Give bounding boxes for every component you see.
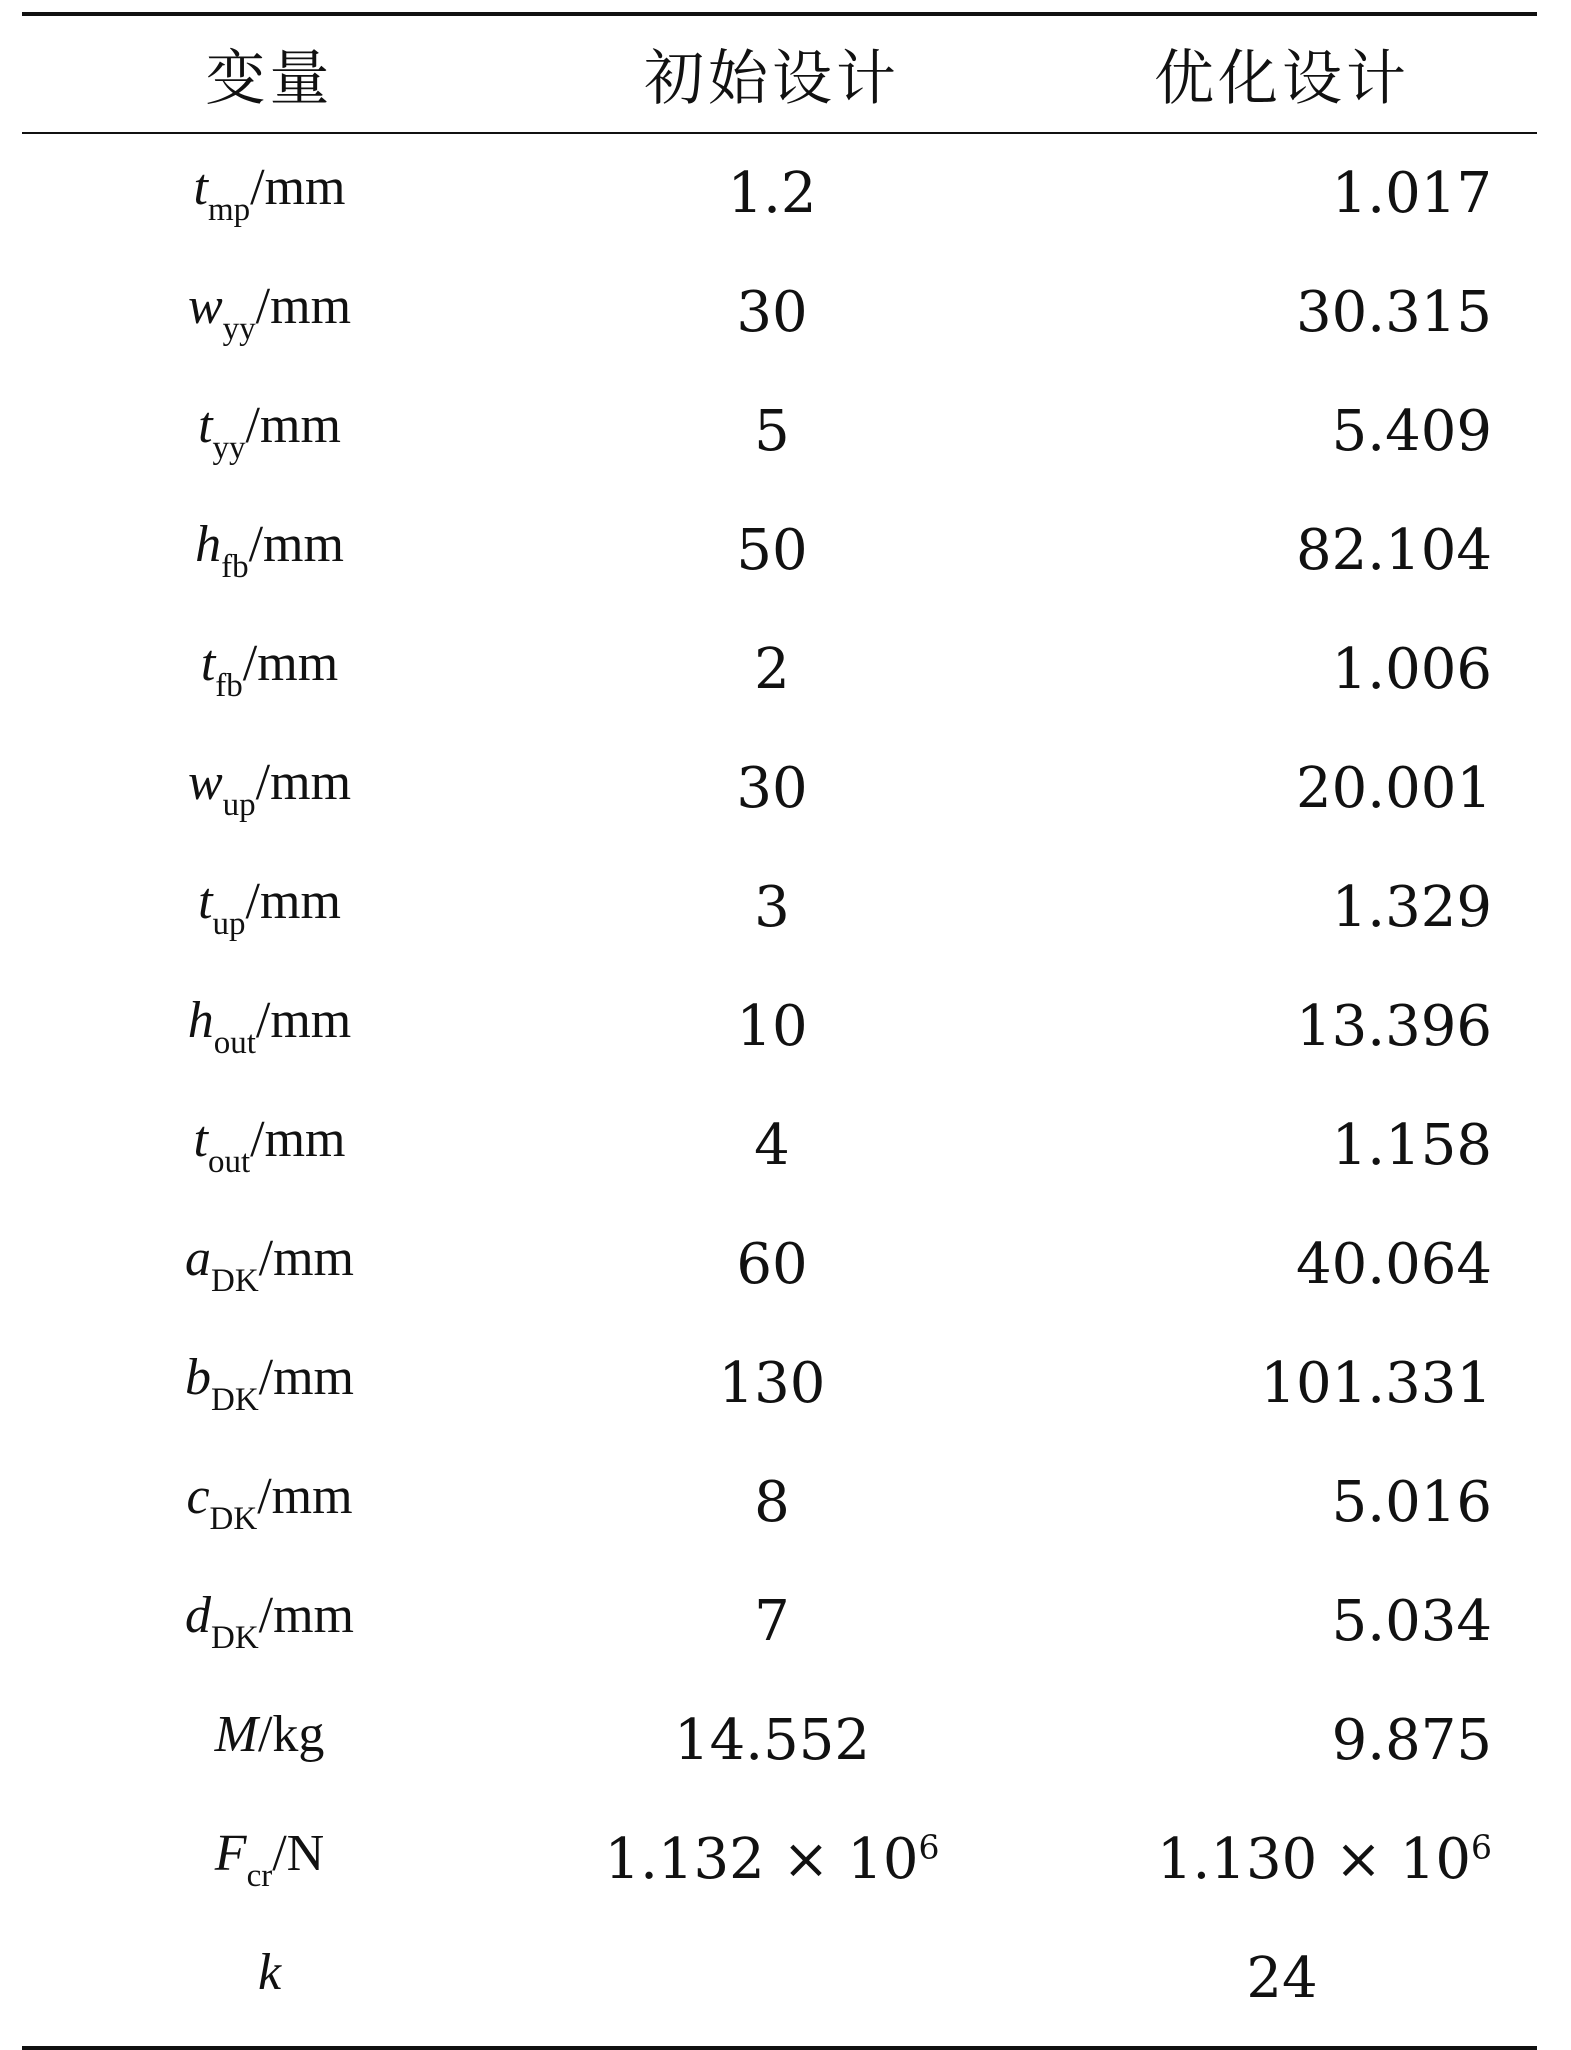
table-row [22, 372, 1537, 491]
table-row [22, 1324, 1537, 1443]
optimized-value: 1.017 [1331, 161, 1492, 226]
variable-label: $t_{yy}/mm$ [198, 397, 341, 466]
initial-value: 2 [754, 637, 790, 702]
initial-value: 30 [736, 756, 808, 821]
optimized-value: 82.104 [1296, 518, 1492, 583]
optimized-value: 30.315 [1296, 280, 1492, 345]
variable-label: $d_{DK}/mm$ [184, 1587, 354, 1656]
table-row [22, 134, 1537, 253]
variable-label: $h_{fb}/mm$ [195, 516, 344, 585]
header-optimized-design: 优化设计 [1154, 44, 1410, 114]
initial-value: 50 [736, 518, 808, 583]
initial-value: $1.132 \times 10^6$ [604, 1827, 940, 1892]
bottom-rule [22, 2046, 1537, 2050]
optimized-value: 1.158 [1331, 1113, 1492, 1178]
optimized-value: 20.001 [1296, 756, 1492, 821]
initial-value: 130 [718, 1351, 826, 1416]
initial-value: 30 [736, 280, 808, 345]
table-row [22, 1443, 1537, 1562]
table-row [22, 967, 1537, 1086]
variable-label: $b_{DK}/mm$ [184, 1349, 354, 1418]
initial-value: 3 [754, 875, 790, 940]
table-row [22, 1681, 1537, 1800]
variable-label: $a_{DK}/mm$ [184, 1230, 354, 1299]
table-row [22, 491, 1537, 610]
optimized-value: 5.034 [1331, 1589, 1492, 1654]
initial-exponent: 6 [918, 1827, 940, 1867]
initial-value: 5 [754, 399, 790, 464]
table-body [22, 134, 1537, 2046]
table-row [22, 253, 1537, 372]
table-row [22, 610, 1537, 729]
table-row [22, 1086, 1537, 1205]
variable-label: M/kg [214, 1706, 325, 1763]
initial-value: 10 [736, 994, 808, 1059]
initial-value: 8 [754, 1470, 790, 1535]
optimized-value: 1.329 [1331, 875, 1492, 940]
data-table [22, 12, 1537, 2050]
header-variable: 变量 [205, 44, 334, 114]
variable-label: $w_{up}/mm$ [187, 754, 352, 823]
variable-label: $t_{fb}/mm$ [200, 635, 339, 704]
optimized-value: 40.064 [1296, 1232, 1492, 1297]
optimized-value: 13.396 [1296, 994, 1492, 1059]
initial-value: 14.552 [674, 1708, 870, 1773]
table-row [22, 1562, 1537, 1681]
initial-value: 60 [736, 1232, 808, 1297]
optimized-value: $1.130 \times 10^6$ [1156, 1827, 1492, 1892]
table-row [22, 1800, 1537, 1919]
table-row [22, 729, 1537, 848]
optimized-value: 24 [1246, 1946, 1318, 2011]
optimized-exponent: 6 [1471, 1827, 1492, 1867]
table-row [22, 1919, 1537, 2038]
header-initial-design: 初始设计 [644, 44, 900, 114]
table-row [22, 848, 1537, 967]
optimized-value: 101.331 [1260, 1351, 1492, 1416]
initial-value: 7 [754, 1589, 790, 1654]
variable-label: $t_{out}/mm$ [193, 1111, 346, 1180]
variable-label: k [257, 1944, 282, 2001]
variable-label: $c_{DK}/mm$ [186, 1468, 353, 1537]
initial-value: 1.2 [727, 161, 817, 226]
variable-label: $t_{mp}/mm$ [193, 159, 346, 228]
optimized-value: 5.016 [1331, 1470, 1492, 1535]
variable-label: $w_{yy}/mm$ [187, 278, 352, 347]
initial-value: 4 [754, 1113, 790, 1178]
table-row [22, 1205, 1537, 1324]
optimized-value: 1.006 [1331, 637, 1492, 702]
variable-label: $h_{out}/mm$ [187, 992, 352, 1061]
variable-label: $t_{up}/mm$ [198, 873, 341, 942]
header-row [22, 16, 1537, 132]
optimized-value: 9.875 [1331, 1708, 1492, 1773]
optimized-value: 5.409 [1331, 399, 1492, 464]
variable-label: $F_{cr}/N$ [214, 1825, 325, 1894]
